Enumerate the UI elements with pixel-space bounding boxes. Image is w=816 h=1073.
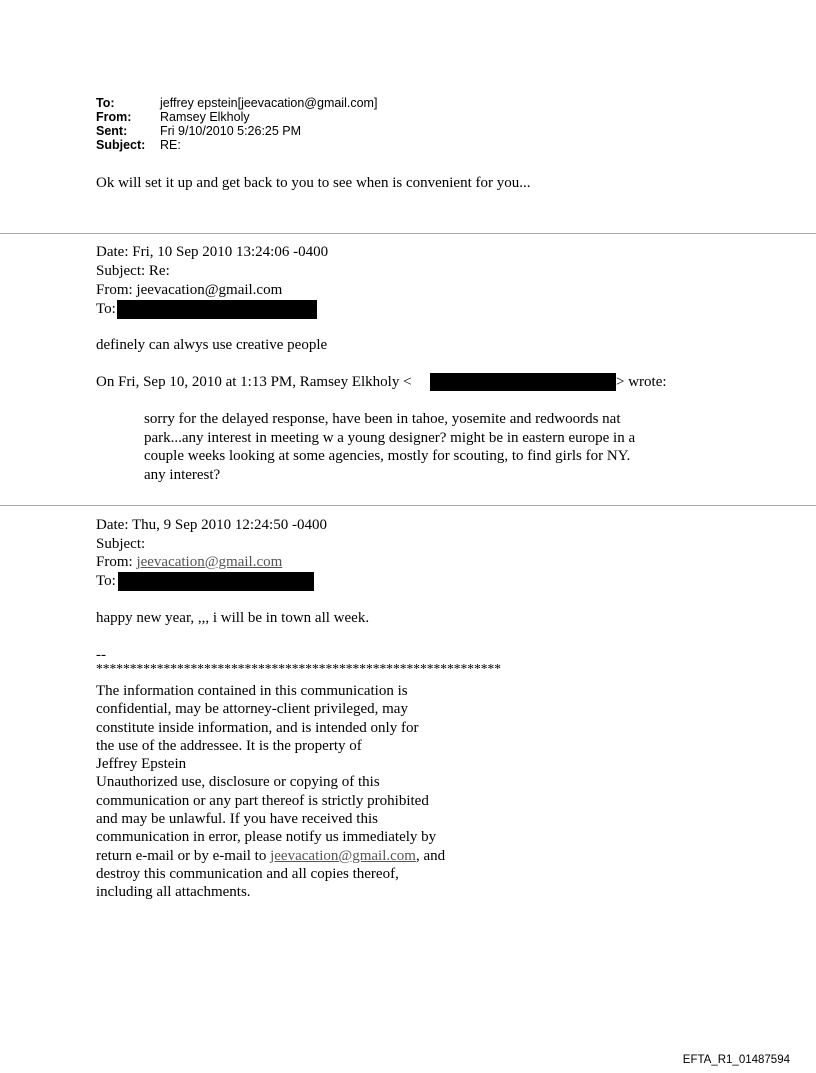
message2-to-label: To: (96, 573, 116, 589)
subject-value: RE: (160, 138, 181, 152)
disclaimer-line: including all attachments. (96, 884, 251, 901)
quote-intro-suffix: > wrote: (616, 374, 667, 390)
message2-subject: Subject: (96, 536, 146, 552)
message1-body: definely can alwys use creative people (96, 337, 328, 353)
divider (0, 233, 816, 234)
message1-date: Date: Fri, 10 Sep 2010 13:24:06 -0400 (96, 244, 329, 260)
disclaimer-line: and may be unlawful. If you have received this (96, 811, 378, 828)
sent-label: Sent: (96, 124, 128, 138)
disclaimer-line: confidential, may be attorney-client privileged, may (96, 701, 408, 718)
message2-body: happy new year, ,,, i will be in town all week. (96, 610, 370, 626)
disclaimer-line: communication or any part thereof is strictly prohibited (96, 792, 429, 809)
disclaimer-line: the use of the addressee. It is the property of (96, 737, 362, 754)
disclaimer-line: The information contained in this communication is (96, 683, 408, 699)
quote-intro-prefix: On Fri, Sep 10, 2010 at 1:13 PM, Ramsey Elkholy < (96, 374, 412, 390)
quoted-line: couple weeks looking at some agencies, mostly for scouting, to find girls for NY. (144, 448, 631, 464)
from-label: From: (96, 110, 132, 124)
sent-value: Fri 9/10/2010 5:26:25 PM (160, 124, 302, 138)
message1-subject: Subject: Re: (96, 263, 170, 279)
disclaimer (96, 682, 445, 902)
return-prefix: return e-mail or by e-mail to (96, 847, 271, 864)
reply-body: Ok will set it up and get back to you to see when is convenient for you... (96, 175, 531, 191)
document-id: EFTA_R1_01487594 (682, 1054, 790, 1066)
quoted-line: sorry for the delayed response, have been in tahoe, yosemite and redwoords nat (144, 411, 621, 427)
email-link[interactable]: jeevacation@gmail.com (136, 554, 283, 570)
disclaimer-line: communication in error, please notify us immediately by (96, 829, 437, 846)
disclaimer-line: destroy this communication and all copies thereof, (96, 865, 399, 882)
from-value: Ramsey Elkholy (160, 110, 250, 124)
disclaimer-line: constitute inside information, and is intended only for (96, 719, 419, 736)
redaction-box (117, 300, 317, 319)
signature-stars: ************************************************************ (96, 661, 501, 676)
quoted-line: park...any interest in meeting w a young designer? might be in eastern europe in a (144, 429, 636, 446)
redaction-box (430, 373, 616, 391)
message1-to-label: To: (96, 301, 116, 317)
disclaimer-line: Unauthorized use, disclosure or copying of this (96, 774, 380, 791)
quoted-line: any interest? (144, 466, 221, 483)
redaction-box (118, 572, 314, 591)
return-suffix: , and (415, 847, 446, 864)
email-header (0, 96, 816, 156)
quoted-message (144, 410, 635, 484)
email-link[interactable]: jeevacation@gmail.com (270, 847, 416, 864)
message2-from-prefix: From: (96, 554, 137, 570)
message2-date: Date: Thu, 9 Sep 2010 12:24:50 -0400 (96, 517, 327, 533)
subject-label: Subject: (96, 138, 146, 152)
to-value: jeffrey epstein[jeevacation@gmail.com] (160, 96, 378, 110)
message1-from: From: jeevacation@gmail.com (96, 282, 283, 298)
divider (0, 505, 816, 506)
to-label: To: (96, 96, 115, 110)
disclaimer-line: Jeffrey Epstein (96, 756, 187, 773)
message2-from (96, 553, 282, 571)
signature-dashes: -- (96, 647, 106, 663)
disclaimer-return-line (96, 847, 445, 865)
